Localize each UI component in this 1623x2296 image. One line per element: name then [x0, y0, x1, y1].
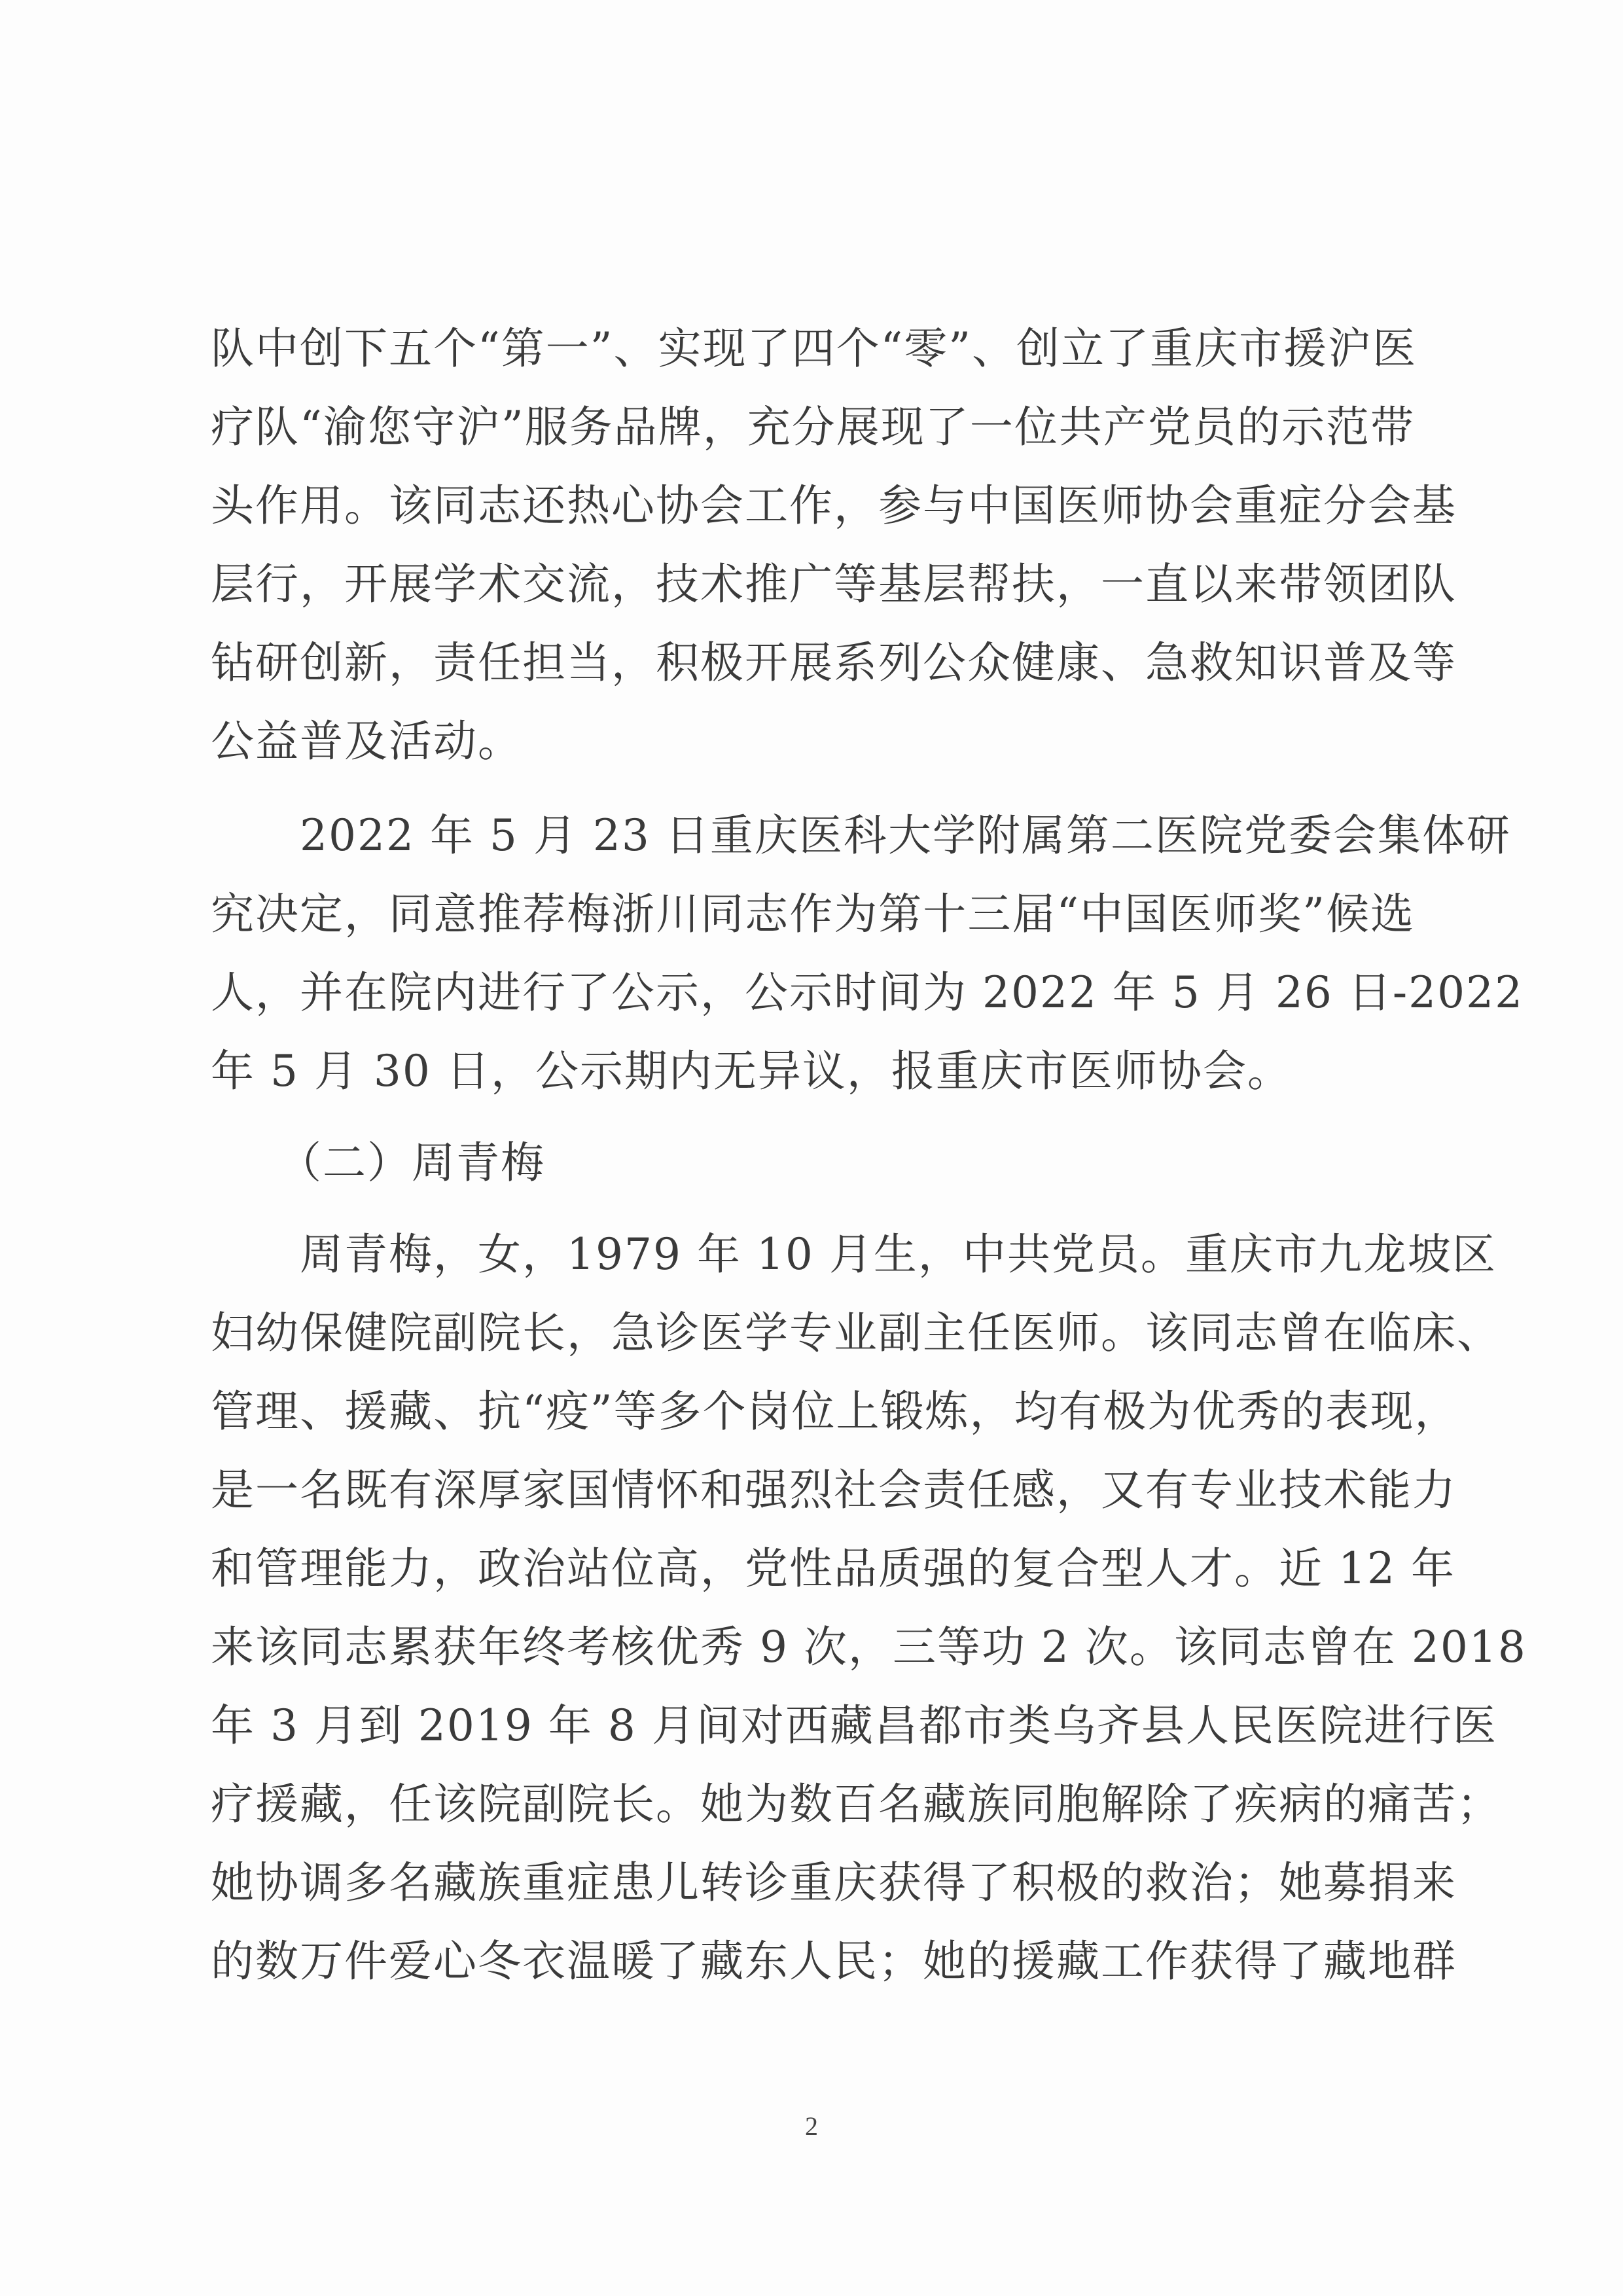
paragraph-line: 头作用。该同志还热心协会工作，参与中国医师协会重症分会基 — [211, 480, 1457, 531]
paragraph-line: 疗援藏，任该院副院长。她为数百名藏族同胞解除了疾病的痛苦； — [211, 1779, 1501, 1829]
paragraph-line: 的数万件爱心冬衣温暖了藏东人民；她的援藏工作获得了藏地群 — [211, 1936, 1457, 1986]
paragraph-line: 疗队“渝您守沪”服务品牌，充分展现了一位共产党员的示范带 — [211, 402, 1415, 452]
paragraph-line: 年 5 月 30 日，公示期内无异议，报重庆市医师协会。 — [211, 1046, 1292, 1096]
section-heading: （二）周青梅 — [211, 1138, 545, 1188]
paragraph-line: 人，并在院内进行了公示，公示时间为 2022 年 5 月 26 日-2022 — [211, 967, 1524, 1018]
paragraph-line: 年 3 月到 2019 年 8 月间对西藏昌都市类乌齐县人民医院进行医 — [211, 1700, 1497, 1751]
paragraph-line: 2022 年 5 月 23 日重庆医科大学附属第二医院党委会集体研 — [211, 810, 1511, 861]
paragraph-line: 钻研创新，责任担当，积极开展系列公众健康、急救知识普及等 — [211, 637, 1457, 688]
paragraph-line: 和管理能力，政治站位高，党性品质强的复合型人才。近 12 年 — [211, 1543, 1455, 1594]
page-number: 2 — [805, 2111, 818, 2141]
paragraph-line: 是一名既有深厚家国情怀和强烈社会责任感，又有专业技术能力 — [211, 1465, 1457, 1515]
paragraph-line: 公益普及活动。 — [211, 716, 522, 766]
paragraph-line: 来该同志累获年终考核优秀 9 次，三等功 2 次。该同志曾在 2018 — [211, 1622, 1527, 1672]
paragraph-line: 管理、援藏、抗“疫”等多个岗位上锻炼，均有极为优秀的表现， — [211, 1386, 1459, 1437]
paragraph-line: 妇幼保健院副院长，急诊医学专业副主任医师。该同志曾在临床、 — [211, 1308, 1501, 1358]
paragraph-line: 周青梅，女，1979 年 10 月生，中共党员。重庆市九龙坡区 — [211, 1229, 1497, 1280]
paragraph-line: 她协调多名藏族重症患儿转诊重庆获得了积极的救治；她募捐来 — [211, 1857, 1457, 1908]
paragraph-line: 队中创下五个“第一”、实现了四个“零”、创立了重庆市援沪医 — [211, 323, 1417, 374]
paragraph-line: 究决定，同意推荐梅浙川同志作为第十三届“中国医师奖”候选 — [211, 889, 1415, 939]
paragraph-line: 层行，开展学术交流，技术推广等基层帮扶，一直以来带领团队 — [211, 559, 1457, 609]
